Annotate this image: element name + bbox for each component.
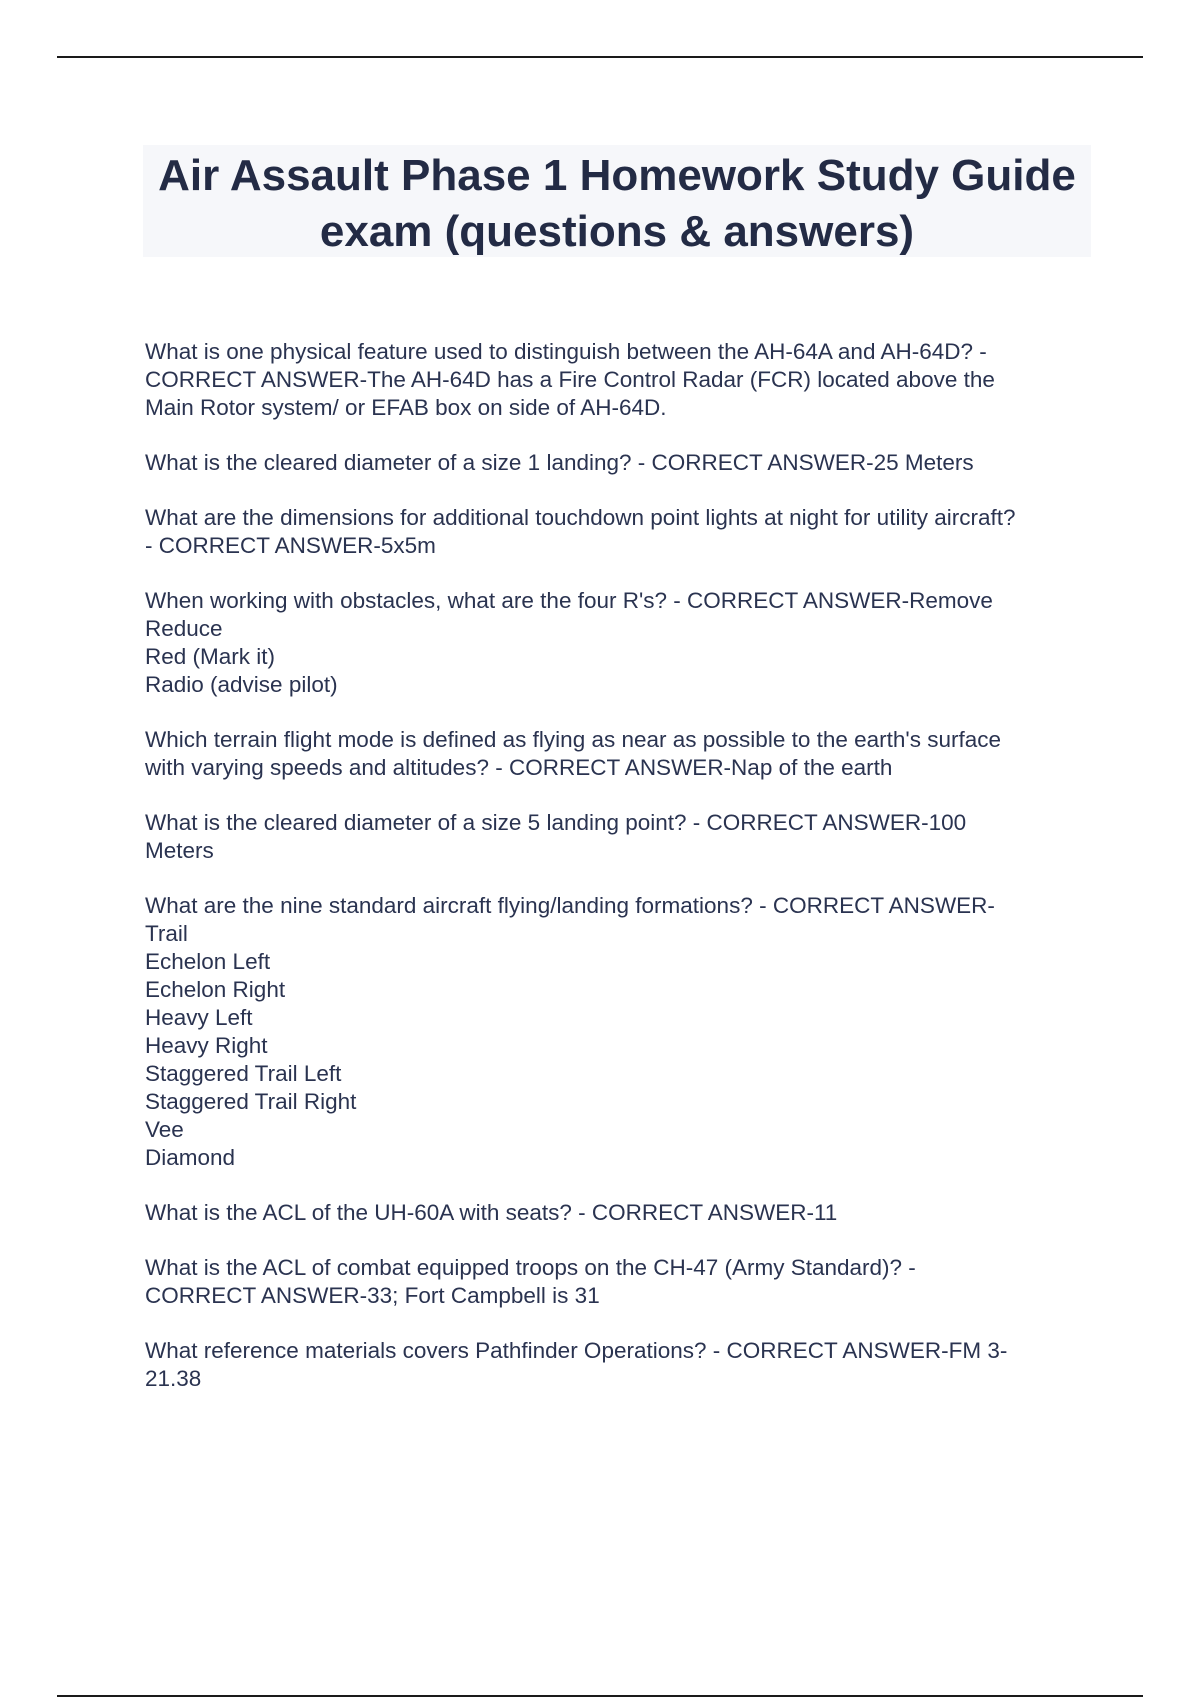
qa-item: What reference materials covers Pathfinder Operations? - CORRECT ANSWER-FM 3- 21.38 — [145, 1338, 1008, 1391]
qa-item: What is the cleared diameter of a size 5 landing point? - CORRECT ANSWER-100 Meters — [145, 810, 967, 863]
qa-item: What is the cleared diameter of a size 1 landing? - CORRECT ANSWER-25 Meters — [145, 450, 974, 475]
top-rule — [57, 56, 1143, 58]
qa-item: What is the ACL of combat equipped troops on the CH-47 (Army Standard)? - CORRECT ANSWER-33; Fort Campbell is 31 — [145, 1255, 916, 1308]
qa-item: What is the ACL of the UH-60A with seats? - CORRECT ANSWER-11 — [145, 1200, 838, 1225]
qa-item: What are the nine standard aircraft flying/landing formations? - CORRECT ANSWER- Trail Echelon Left Echelon Right Heavy Left Heavy Right Staggered Trail Left Staggered Trail Right Vee Diamond — [145, 893, 995, 1170]
qa-item: When working with obstacles, what are the four R's? - CORRECT ANSWER-Remove Reduce Red (Mark it) Radio (advise pilot) — [145, 588, 993, 697]
qa-item: What is one physical feature used to distinguish between the AH-64A and AH-64D? - CORRECT ANSWER-The AH-64D has a Fire Control Radar (FCR) located above the Main Rotor system/ or EFAB box on side of AH-64D. — [145, 339, 995, 420]
qa-item: Which terrain flight mode is defined as flying as near as possible to the earth's surface with varying speeds and altitudes? - CORRECT ANSWER-Nap of the earth — [145, 727, 1001, 780]
qa-item: What are the dimensions for additional touchdown point lights at night for utility aircraft? - CORRECT ANSWER-5x5m — [145, 505, 1016, 558]
qa-list — [145, 338, 1085, 1420]
title-banner — [143, 145, 1091, 257]
bottom-rule — [57, 1695, 1143, 1697]
document-title: Air Assault Phase 1 Homework Study Guide exam (questions & answers) — [158, 151, 1076, 256]
